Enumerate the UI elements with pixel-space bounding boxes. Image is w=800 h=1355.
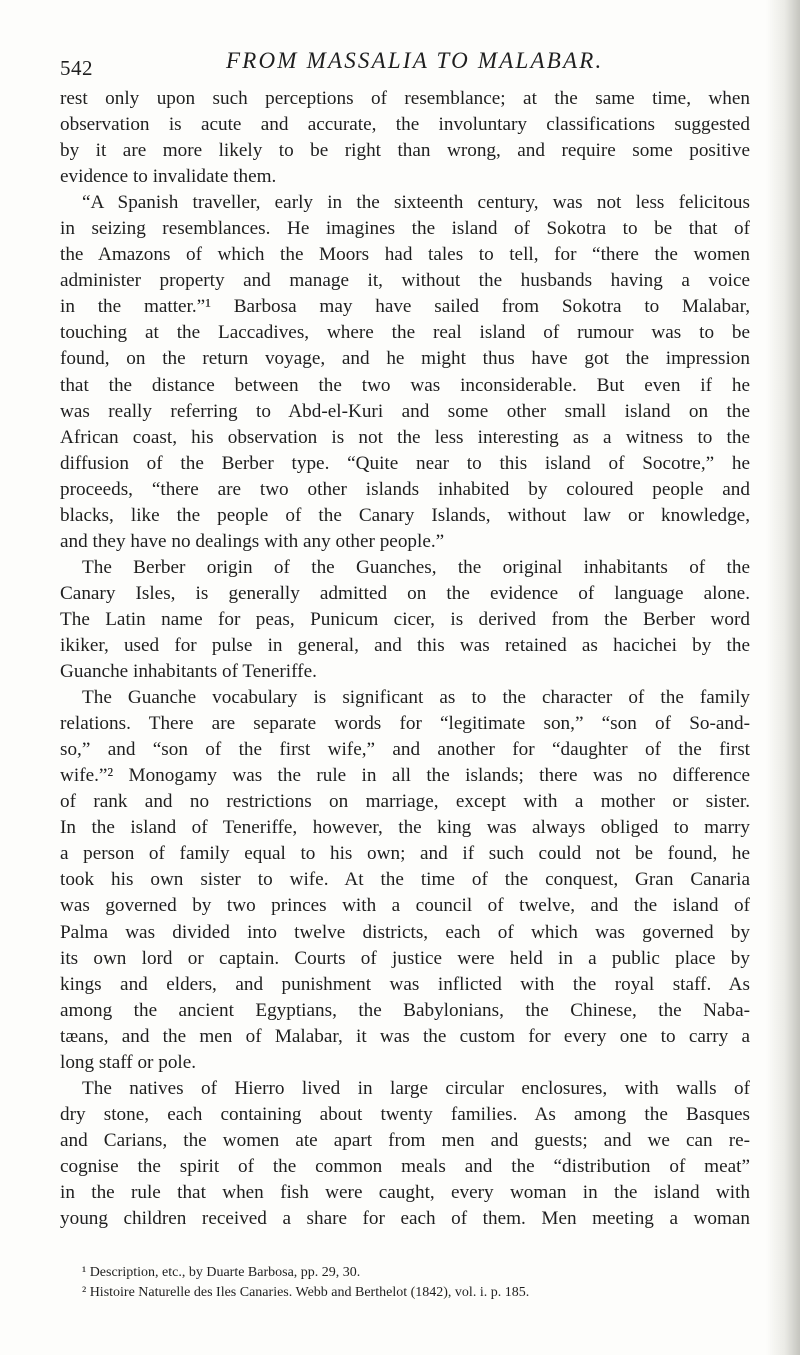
text-line: a person of family equal to his own; and if such could not be found, he (60, 843, 750, 865)
text-line: the Amazons of which the Moors had tales to tell, for “there the women (60, 244, 750, 266)
text-line: Palma was divided into twelve districts, each of which was governed by (60, 921, 750, 943)
text-line: Guanche inhabitants of Teneriffe. (60, 661, 317, 683)
text-line: found, on the return voyage, and he might thus have got the impression (60, 348, 750, 370)
text-line: that the distance between the two was inconsiderable. But even if he (60, 374, 750, 396)
text-line: long staff or pole. (60, 1051, 197, 1073)
text-line: “A Spanish traveller, early in the sixteenth century, was not less felicitous (82, 192, 750, 214)
text-line: young children received a share for each of them. Men meeting a woman (60, 1208, 750, 1230)
text-line: observation is acute and accurate, the involuntary classifications suggested (60, 114, 750, 136)
text-line: In the island of Teneriffe, however, the king was always obliged to marry (60, 817, 750, 839)
text-line: so,” and “son of the first wife,” and another for “daughter of the first (60, 739, 750, 761)
text-line: of rank and no restrictions on marriage, except with a mother or sister. (60, 791, 750, 813)
text-line: by it are more likely to be right than wrong, and require some positive (60, 140, 750, 162)
text-line: in the matter.”¹ Barbosa may have sailed from Sokotra to Malabar, (60, 296, 750, 318)
text-line: The Latin name for peas, Punicum cicer, is derived from the Berber word (60, 608, 750, 630)
text-line: was really referring to Abd-el-Kuri and some other small island on the (60, 400, 750, 422)
text-line: The natives of Hierro lived in large circular enclosures, with walls of (82, 1077, 750, 1099)
footnote: ² Histoire Naturelle des Iles Canaries. Webb and Berthelot (1842), vol. i. p. 185. (82, 1285, 530, 1300)
text-line: administer property and manage it, without the husbands having a voice (60, 270, 750, 292)
body-text (60, 86, 750, 1232)
text-line: tæans, and the men of Malabar, it was the custom for every one to carry a (60, 1025, 750, 1047)
text-line: blacks, like the people of the Canary Islands, without law or knowledge, (60, 504, 750, 526)
footnotes (60, 1263, 750, 1303)
text-line: and they have no dealings with any other people.” (60, 530, 445, 552)
text-line: cognise the spirit of the common meals and the “distribution of meat” (60, 1155, 750, 1177)
text-line: diffusion of the Berber type. “Quite near to this island of Socotre,” he (60, 452, 750, 474)
text-line: rest only upon such perceptions of resemblance; at the same time, when (60, 88, 750, 109)
text-line: its own lord or captain. Courts of justice were held in a public place by (60, 947, 750, 969)
footnote: ¹ Description, etc., by Duarte Barbosa, pp. 29, 30. (82, 1265, 361, 1280)
text-line: took his own sister to wife. At the time of the conquest, Gran Canaria (60, 869, 750, 891)
text-line: evidence to invalidate them. (60, 166, 277, 188)
text-line: ikiker, used for pulse in general, and this was retained as hacichei by the (60, 634, 750, 656)
text-line: in seizing resemblances. He imagines the island of Sokotra to be that of (60, 218, 750, 240)
page-edge-shadow (766, 0, 800, 1355)
page-number: 542 (60, 56, 93, 80)
text-line: was governed by two princes with a council of twelve, and the island of (60, 895, 750, 917)
text-line: and Carians, the women ate apart from men and guests; and we can re- (60, 1129, 750, 1151)
running-title: FROM MASSALIA TO MALABAR. (226, 48, 604, 73)
text-line: Canary Isles, is generally admitted on the evidence of language alone. (60, 582, 750, 604)
text-line: among the ancient Egyptians, the Babylonians, the Chinese, the Naba- (60, 999, 750, 1021)
text-line: kings and elders, and punishment was inflicted with the royal staff. As (60, 973, 750, 995)
text-line: dry stone, each containing about twenty families. As among the Basques (60, 1103, 750, 1125)
text-line: proceeds, “there are two other islands inhabited by coloured people and (60, 478, 750, 500)
text-line: in the rule that when fish were caught, every woman in the island with (60, 1181, 750, 1203)
text-line: wife.”² Monogamy was the rule in all the islands; there was no difference (60, 765, 750, 787)
text-line: The Berber origin of the Guanches, the original inhabitants of the (82, 556, 750, 578)
text-line: The Guanche vocabulary is significant as to the character of the family (82, 687, 750, 709)
page-header (60, 48, 750, 78)
text-line: African coast, his observation is not the less interesting as a witness to the (60, 426, 750, 448)
text-line: relations. There are separate words for “legitimate son,” “son of So-and- (60, 713, 750, 735)
text-line: touching at the Laccadives, where the real island of rumour was to be (60, 322, 750, 344)
